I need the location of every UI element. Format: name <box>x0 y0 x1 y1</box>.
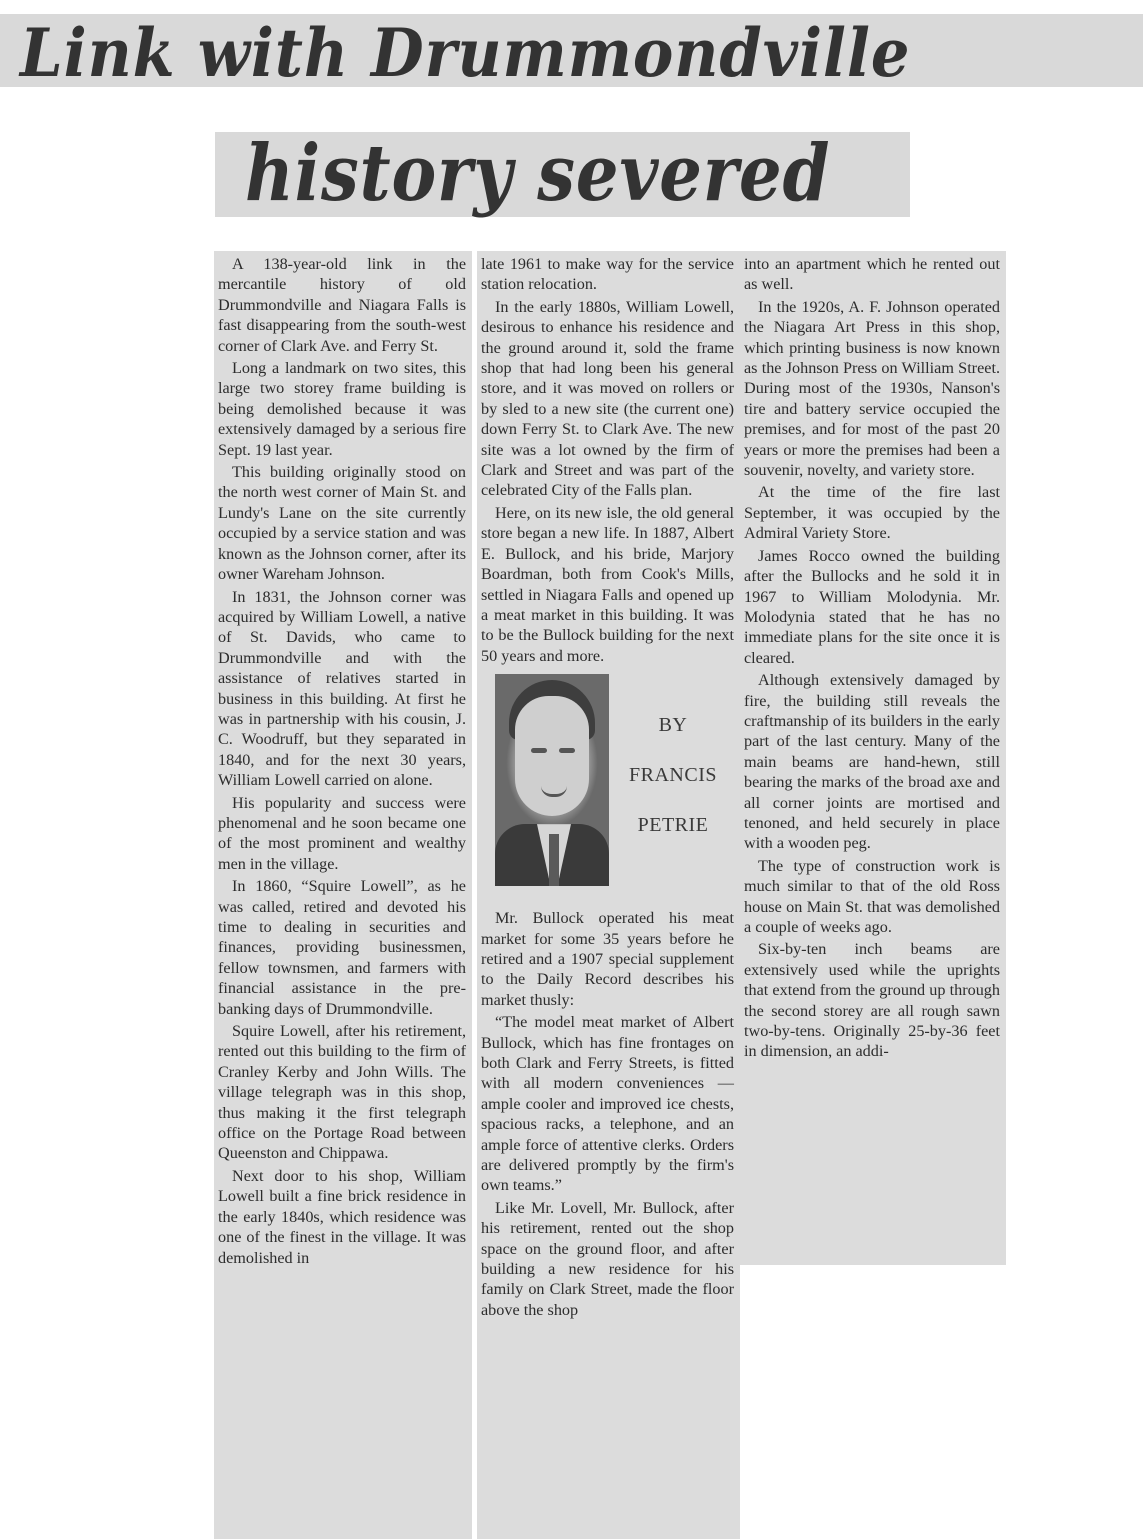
article-column-2 <box>477 251 740 1539</box>
paragraph: In the early 1880s, William Lowell, desirous to enhance his residence and the ground around it, sold the frame shop that had long been his general store, and it was moved on rollers or by sled to a new site (the current one) down Ferry St. to Clark Ave. The new site was a lot owned by the firm of Clark and Street and was part of the celebrated City of the Falls plan. <box>481 297 734 500</box>
paragraph: late 1961 to make way for the service station relocation. <box>481 255 734 294</box>
paragraph: This building originally stood on the north west corner of Main St. and Lundy's Lane on the site currently occupied by a service station and was known as the Johnson corner, after its owner Wareham Johnson. <box>218 463 466 584</box>
byline-first-name: FRANCIS <box>629 764 717 787</box>
headline-line-2: history severed <box>245 128 831 219</box>
paragraph: Next door to his shop, William Lowell built a fine brick residence in the early 1840s, which residence was one of the finest in the village. It was demolished in <box>218 1166 466 1267</box>
paragraph: Mr. Bullock operated his meat market for some 35 years before he retired and a 1907 special supplement to the Daily Record describes his market thusly: <box>481 909 734 1009</box>
paragraph: His popularity and success were phenomenal and he soon became one of the most prominent and wealthy men in the village. <box>218 793 466 873</box>
paragraph: Although extensively damaged by fire, the building still reveals the craftmanship of its builders in the early part of the last century. Many of the main beams are hand-hewn, still bearing the marks of the broad axe and all corner joints are mortised and tenoned, and held securely in place with a wooden peg. <box>744 671 1000 853</box>
paragraph: James Rocco owned the building after the Bullocks and he sold it in 1967 to William Molodynia. Mr. Molodynia stated that he has no immediate plans for the site once it is cleared. <box>744 546 1000 667</box>
paragraph: In 1831, the Johnson corner was acquired by William Lowell, a native of St. Davids, who came to Drummondville and with the assistance of relatives started in business in this building. At first he was in partnership with his cousin, J. C. Woodruff, but they separated in 1840, and for the next 30 years, William Lowell carried on alone. <box>218 587 466 790</box>
paragraph: into an apartment which he rented out as well. <box>744 255 1000 294</box>
article-column-1 <box>214 251 472 1539</box>
paragraph: At the time of the fire last September, it was occupied by the Admiral Variety Store. <box>744 483 1000 543</box>
paragraph: “The model meat market of Albert Bullock, which has fine frontages on both Clark and Ferry Streets, is fitted with all modern conveniences — ample cooler and improved ice chests, spacious racks, a telephone, and an ample force of attentive clerks. Orders are delivered promptly by the firm's own teams.” <box>481 1013 734 1195</box>
photo-face <box>515 696 589 816</box>
paragraph: Long a landmark on two sites, this large two storey frame building is being demolished because it was extensively damaged by a serious fire Sept. 19 last year. <box>218 359 466 459</box>
byline-last-name: PETRIE <box>637 814 709 837</box>
paragraph: In the 1920s, A. F. Johnson operated the Niagara Art Press in this shop, which printing business is now known as the Johnson Press on William Street. During most of the 1930s, Nanson's tire and battery service occupied the premises, and for most of the past 20 years or more the premises had been a souvenir, novelty, and variety store. <box>744 297 1000 480</box>
byline-block <box>481 672 734 904</box>
author-portrait-photo <box>495 674 609 886</box>
byline-by: BY <box>658 714 688 737</box>
paragraph: A 138-year-old link in the mercantile history of old Drummondville and Niagara Falls is fast disappearing from the south-west corner of Clark Ave. and Ferry St. <box>218 255 466 355</box>
article-column-3 <box>740 251 1006 1265</box>
headline-line-1: Link with Drummondville <box>20 14 911 92</box>
paragraph: Squire Lowell, after his retirement, rented out this building to the firm of Cranley Kerby and John Wills. The village telegraph was in this shop, thus making it the first telegraph office on the Portage Road between Queenston and Chippawa. <box>218 1022 466 1163</box>
paragraph: In 1860, “Squire Lowell”, as he was called, retired and devoted his time to dealing in securities and finances, providing businessmen, fellow townsmen, and farmers with financial assistance in the pre-banking days of Drummondville. <box>218 877 466 1018</box>
paragraph: Like Mr. Lovell, Mr. Bullock, after his retirement, rented out the shop space on the ground floor, and after building a new residence for his family on Clark Street, made the floor above the shop <box>481 1198 734 1319</box>
photo-tie <box>549 834 559 886</box>
photo-eye <box>531 748 547 753</box>
paragraph: Six-by-ten inch beams are extensively used while the uprights that extend from the ground up through the second storey are all rough sawn two-by-tens. Originally 25-by-36 feet in dimension, an addi- <box>744 940 1000 1061</box>
paragraph: Here, on its new isle, the old general store began a new life. In 1887, Albert E. Bullock, and his bride, Marjory Boardman, both from Cook's Mills, settled in Niagara Falls and opened up a meat market in this building. It was to be the Bullock building for the next 50 years and more. <box>481 503 734 665</box>
photo-eye <box>559 748 575 753</box>
paragraph: The type of construction work is much similar to that of the old Ross house on Main St. that was demolished a couple of weeks ago. <box>744 856 1000 936</box>
